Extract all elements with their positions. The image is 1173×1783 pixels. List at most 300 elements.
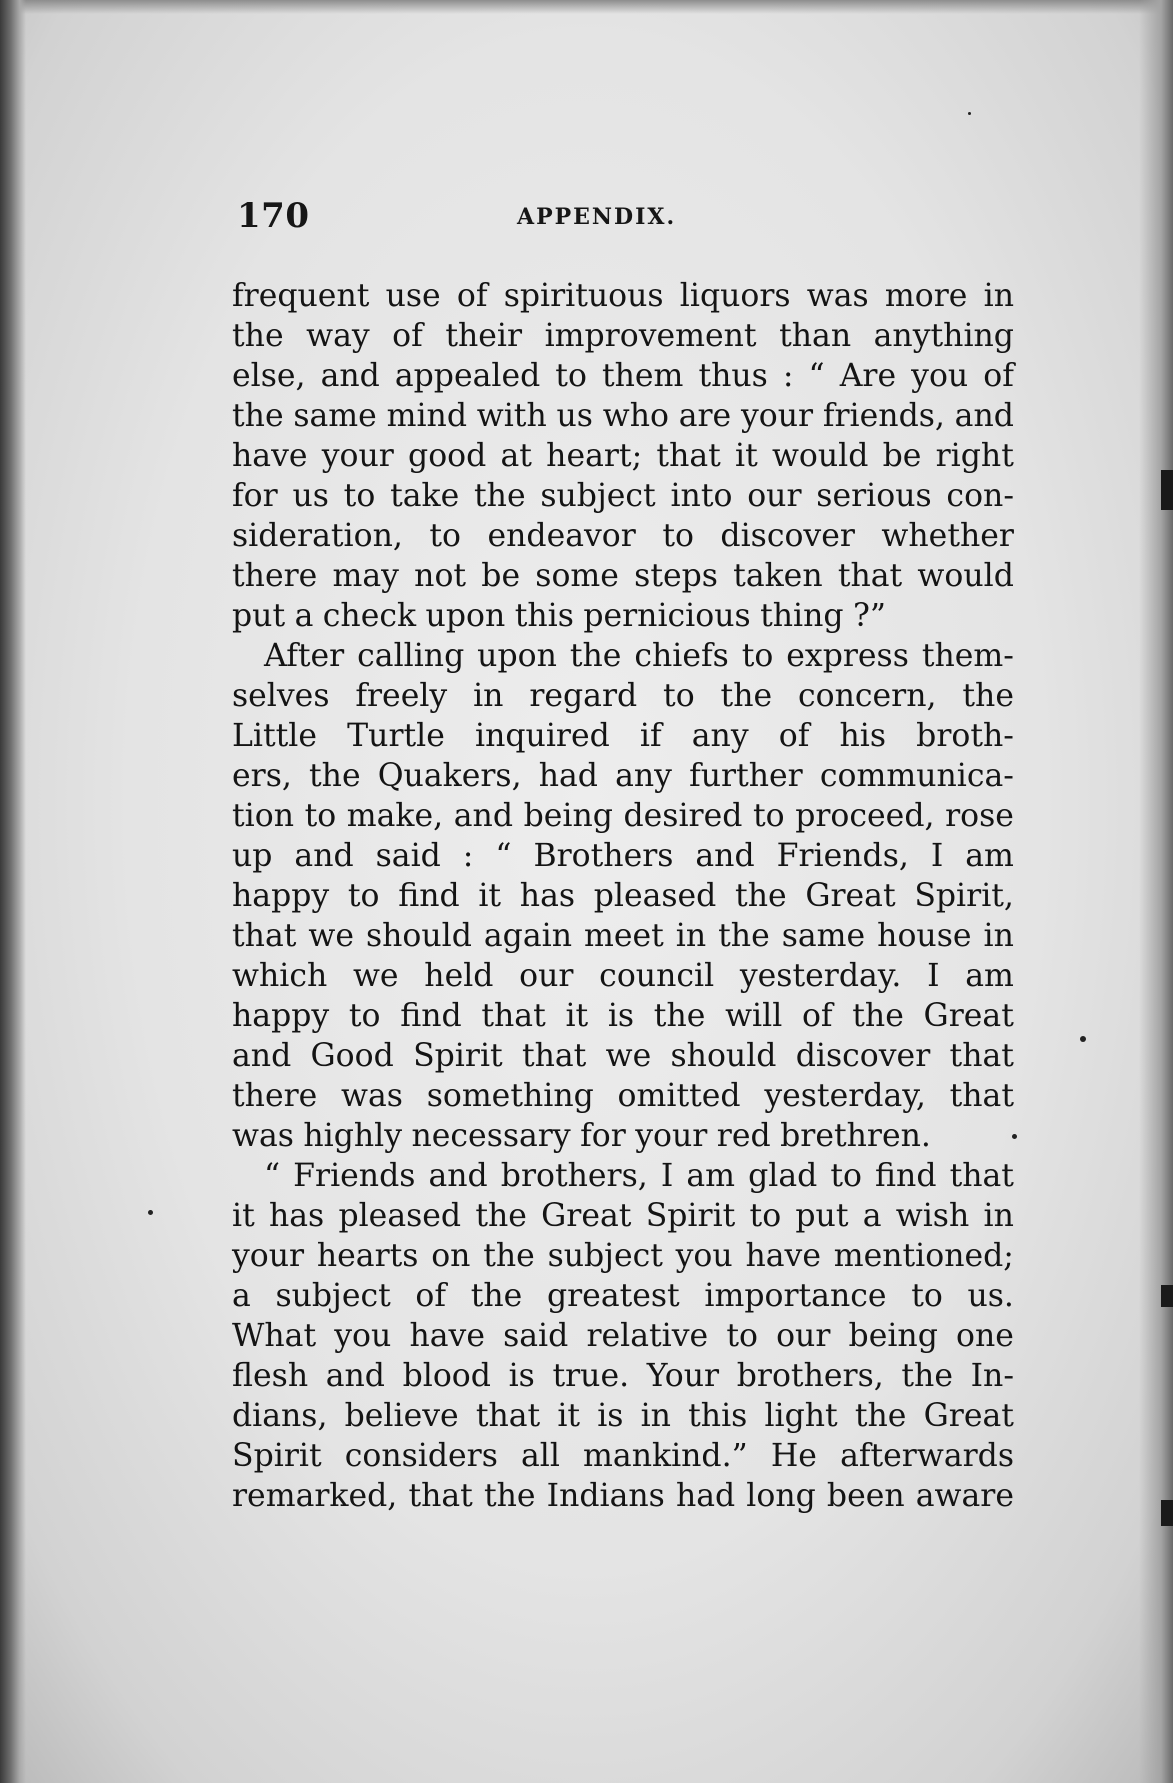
word: our (776, 1318, 831, 1354)
page-edge-mark (1161, 1285, 1173, 1307)
word: and (695, 838, 755, 874)
word: is (597, 1398, 624, 1434)
word: thing (760, 598, 844, 634)
word: yesterday, (764, 1078, 926, 1114)
word: the (720, 678, 773, 714)
word: subject (275, 1278, 391, 1314)
word: to (830, 1158, 862, 1194)
word: upon (425, 598, 506, 634)
word: appealed (394, 358, 541, 394)
word: communica- (819, 758, 1014, 794)
word: will (725, 998, 783, 1034)
word: the (232, 318, 284, 354)
word: that (656, 438, 721, 474)
word: broth- (916, 718, 1014, 754)
word: your (232, 1238, 305, 1274)
text-line (232, 276, 1014, 316)
word: if (639, 718, 662, 754)
word: concern, (797, 678, 937, 714)
word: should (670, 1038, 777, 1074)
word: have (745, 1238, 821, 1274)
word: the (470, 1278, 523, 1314)
word: dians, (232, 1398, 328, 1434)
word: considers (344, 1438, 498, 1474)
page-top-edge-shadow (0, 0, 1173, 14)
word: the (475, 1198, 527, 1234)
word: am (965, 838, 1014, 874)
word: to (749, 1198, 782, 1234)
text-line (232, 1276, 1014, 1316)
text-line (232, 636, 1014, 676)
word: subject (547, 1238, 663, 1274)
word: the (901, 1358, 953, 1394)
word: Turtle (347, 718, 445, 754)
word: again (483, 918, 572, 954)
word: and (232, 1038, 292, 1074)
text-line (232, 1116, 1014, 1156)
word: Quakers, (377, 758, 522, 794)
word: the (852, 998, 904, 1034)
dust-speck (968, 112, 971, 115)
word: a (294, 598, 314, 634)
word: and (453, 798, 513, 834)
word: the (309, 758, 361, 794)
word: friends, (822, 398, 945, 434)
text-line (232, 1476, 1014, 1516)
word: find (875, 1158, 937, 1194)
word: Your (646, 1358, 720, 1394)
dust-speck (148, 1210, 153, 1215)
word: Spirit (232, 1438, 322, 1474)
word: to (304, 798, 337, 834)
word: same (293, 398, 377, 434)
word: “ (264, 1158, 281, 1194)
text-line (232, 476, 1014, 516)
word: desired (623, 798, 743, 834)
word: Great (923, 998, 1014, 1034)
word: else, (232, 358, 306, 394)
word: in (983, 918, 1014, 954)
word: discover (720, 518, 855, 554)
word: in (640, 1398, 671, 1434)
word: than (779, 318, 852, 354)
word: to (429, 518, 461, 554)
page-edge-mark (1161, 1500, 1173, 1526)
word: am (686, 1158, 736, 1194)
word: calling (357, 638, 465, 674)
word: your (740, 398, 814, 434)
word: had (538, 758, 598, 794)
word: taken (733, 558, 823, 594)
word: and (428, 1158, 488, 1194)
text-line (232, 716, 1014, 756)
word: “ (808, 358, 825, 394)
word: put (232, 598, 286, 634)
word: frequent (232, 278, 370, 314)
word: the (569, 638, 622, 674)
word: regard (529, 678, 638, 714)
word: you (675, 1238, 733, 1274)
word: Great (805, 878, 896, 914)
word: What (232, 1318, 317, 1354)
word: and (294, 838, 354, 874)
word: this (514, 598, 574, 634)
word: endeavor (487, 518, 636, 554)
word: afterwards (840, 1438, 1014, 1474)
book-gutter-shadow (0, 0, 26, 1783)
word: pleased (593, 878, 717, 914)
text-line (232, 596, 1014, 636)
word: should (365, 918, 472, 954)
word: them- (921, 638, 1014, 674)
word: find (398, 878, 460, 914)
word: right (935, 438, 1014, 474)
word: to (663, 678, 695, 714)
word: flesh (232, 1358, 309, 1394)
word: with (476, 398, 547, 434)
word: has (268, 1198, 325, 1234)
word: Friends (293, 1158, 416, 1194)
word: brothers, (500, 1158, 648, 1194)
word: that (408, 1478, 473, 1514)
word: thus (698, 358, 768, 394)
word: serious (816, 478, 932, 514)
word: all (521, 1438, 560, 1474)
word: it (735, 438, 758, 474)
word: brethren. (780, 1118, 931, 1154)
word: upon (477, 638, 557, 674)
word: was (806, 278, 869, 314)
word: is (508, 1358, 535, 1394)
word: true. (552, 1358, 630, 1394)
word: house (877, 918, 972, 954)
word: some (535, 558, 619, 594)
word: light (764, 1398, 838, 1434)
word: us (292, 478, 329, 514)
word: in (473, 678, 504, 714)
word: further (689, 758, 803, 794)
dust-speck (1080, 1036, 1086, 1042)
word: put (795, 1198, 849, 1234)
word: to (348, 998, 381, 1034)
word: happy (232, 998, 330, 1034)
word: our (519, 958, 574, 994)
word: Good (310, 1038, 394, 1074)
word: happy (232, 878, 330, 914)
word: and (325, 1358, 385, 1394)
word: freely (355, 678, 448, 714)
text-line (232, 796, 1014, 836)
word: us (556, 398, 593, 434)
text-line (232, 1156, 1014, 1196)
word: would (771, 438, 869, 474)
word: it (478, 878, 502, 914)
word: the (483, 1478, 536, 1514)
word: and (954, 398, 1014, 434)
text-line (232, 1436, 1014, 1476)
word: is (607, 998, 635, 1034)
word: who (602, 398, 669, 434)
text-line (232, 676, 1014, 716)
word: use (385, 278, 441, 314)
word: said (375, 838, 441, 874)
word: his (839, 718, 887, 754)
text-line (232, 316, 1014, 356)
word: for (232, 478, 278, 514)
word: discover (795, 1038, 931, 1074)
word: your (635, 1118, 708, 1154)
word: we (605, 1038, 652, 1074)
word: any (615, 758, 672, 794)
word: you (911, 358, 969, 394)
paragraph (232, 1156, 1014, 1516)
word: take (390, 478, 460, 514)
word: of (415, 1278, 447, 1314)
word: same (781, 918, 866, 954)
word: are (678, 398, 732, 434)
word: Brothers (533, 838, 674, 874)
word: the (854, 1398, 907, 1434)
paragraph (232, 636, 1014, 1156)
word: rose (945, 798, 1014, 834)
word: been (826, 1478, 905, 1514)
running-head: APPENDIX. (517, 204, 677, 230)
text-line (232, 996, 1014, 1036)
word: the (962, 678, 1014, 714)
word: importance (704, 1278, 887, 1314)
body-text (232, 276, 1014, 1516)
word: we (308, 918, 354, 954)
word: blood (402, 1358, 491, 1394)
word: : (782, 358, 794, 394)
word: a (862, 1198, 882, 1234)
word: held (424, 958, 494, 994)
word: Great (541, 1198, 632, 1234)
word: the (483, 1238, 535, 1274)
word: may (332, 558, 399, 594)
word: ers, (232, 758, 292, 794)
word: in (983, 1198, 1014, 1234)
word: of (778, 718, 810, 754)
word: mind (386, 398, 467, 434)
word: Friends, (776, 838, 909, 874)
word: : (462, 838, 474, 874)
word: council (599, 958, 715, 994)
word: In- (970, 1358, 1014, 1394)
word: I (930, 838, 944, 874)
word: necessary (411, 1118, 571, 1154)
word: the (653, 998, 706, 1034)
page-number: 170 (237, 196, 310, 236)
word: in (983, 278, 1014, 314)
word: be (481, 558, 521, 594)
word: glad (748, 1158, 818, 1194)
word: of (983, 358, 1014, 394)
text-line (232, 556, 1014, 596)
word: which (232, 958, 328, 994)
word: heart; (546, 438, 643, 474)
word: steps (634, 558, 718, 594)
text-line (232, 1356, 1014, 1396)
word: to (662, 518, 694, 554)
word: our (747, 478, 802, 514)
word: wish (895, 1198, 970, 1234)
word: that (949, 1038, 1014, 1074)
word: something (426, 1078, 594, 1114)
word: have (232, 438, 308, 474)
word: the (718, 918, 770, 954)
word: at (500, 438, 532, 474)
word: that (949, 1158, 1014, 1194)
word: relative (586, 1318, 709, 1354)
word: spirituous (503, 278, 664, 314)
word: more (884, 278, 968, 314)
word: make, (346, 798, 444, 834)
word: for (580, 1118, 626, 1154)
word: has (519, 878, 576, 914)
word: that (475, 1398, 541, 1434)
word: liquors (679, 278, 791, 314)
text-line (232, 1316, 1014, 1356)
word: that (837, 558, 903, 594)
word: being (848, 1318, 938, 1354)
word: check (322, 598, 417, 634)
word: whether (881, 518, 1014, 554)
word: omitted (617, 1078, 741, 1114)
text-line (232, 1076, 1014, 1116)
word: not (414, 558, 467, 594)
word: believe (344, 1398, 459, 1434)
word: Spirit (645, 1198, 736, 1234)
word: in (675, 918, 707, 954)
word: con- (946, 478, 1014, 514)
word: sideration, (232, 518, 403, 554)
word: and (320, 358, 380, 394)
word: of (392, 318, 423, 354)
word: that (949, 1078, 1014, 1114)
word: up (232, 838, 273, 874)
word: remarked, (232, 1478, 398, 1514)
word: to (741, 638, 774, 674)
word: yesterday. (739, 958, 902, 994)
text-line (232, 836, 1014, 876)
word: a (232, 1278, 251, 1314)
word: I (660, 1158, 674, 1194)
text-line (232, 1236, 1014, 1276)
text-line (232, 876, 1014, 916)
word: there (232, 1078, 318, 1114)
word: mankind.” (583, 1438, 748, 1474)
word: of (801, 998, 833, 1034)
word: chiefs (634, 638, 729, 674)
word: you (334, 1318, 392, 1354)
word: improvement (544, 318, 757, 354)
word: proceed, (795, 798, 935, 834)
word: ?” (853, 598, 887, 634)
word: pernicious (583, 598, 751, 634)
word: Little (232, 718, 318, 754)
word: one (956, 1318, 1014, 1354)
word: express (786, 638, 909, 674)
word: we (352, 958, 399, 994)
word: find (400, 998, 462, 1034)
word: that (481, 998, 546, 1034)
word: this (688, 1398, 748, 1434)
word: them (601, 358, 684, 394)
word: to (555, 358, 587, 394)
word: it (565, 998, 589, 1034)
word: tion (232, 798, 294, 834)
text-line (232, 396, 1014, 436)
word: on (431, 1238, 471, 1274)
word: brothers, (736, 1358, 884, 1394)
word: to (343, 478, 376, 514)
word: would (917, 558, 1014, 594)
word: Indians (546, 1478, 665, 1514)
word: After (264, 638, 345, 674)
word: your (321, 438, 394, 474)
word: “ (495, 838, 512, 874)
word: pleased (338, 1198, 462, 1234)
word: to (753, 798, 785, 834)
word: greatest (546, 1278, 680, 1314)
word: Great (923, 1398, 1014, 1434)
word: red (716, 1118, 771, 1154)
text-line (232, 756, 1014, 796)
word: meet (583, 918, 664, 954)
text-line (232, 1036, 1014, 1076)
word: the (474, 478, 526, 514)
word: it (557, 1398, 581, 1434)
text-line (232, 956, 1014, 996)
word: inquired (475, 718, 610, 754)
page-header (237, 196, 1015, 236)
text-line (232, 436, 1014, 476)
word: said (503, 1318, 569, 1354)
word: to (347, 878, 380, 914)
word: hearts (316, 1238, 419, 1274)
text-line (232, 516, 1014, 556)
word: to (726, 1318, 758, 1354)
word: am (965, 958, 1014, 994)
word: have (409, 1318, 485, 1354)
word: subject (540, 478, 656, 514)
word: aware (915, 1478, 1014, 1514)
word: was (232, 1118, 294, 1154)
word: selves (232, 678, 330, 714)
word: there (232, 558, 318, 594)
word: that (521, 1038, 587, 1074)
word: be (882, 438, 922, 474)
word: Spirit, (914, 878, 1014, 914)
word: highly (303, 1118, 403, 1154)
word: long (746, 1478, 816, 1514)
word: Spirit (413, 1038, 503, 1074)
word: I (927, 958, 940, 994)
word: us. (967, 1278, 1014, 1314)
word: that (232, 918, 297, 954)
word: the (735, 878, 787, 914)
paragraph (232, 276, 1014, 636)
word: good (408, 438, 487, 474)
word: had (675, 1478, 736, 1514)
text-line (232, 916, 1014, 956)
word: into (670, 478, 733, 514)
word: of (456, 278, 488, 314)
word: any (691, 718, 749, 754)
text-line (232, 1396, 1014, 1436)
word: the (232, 398, 284, 434)
